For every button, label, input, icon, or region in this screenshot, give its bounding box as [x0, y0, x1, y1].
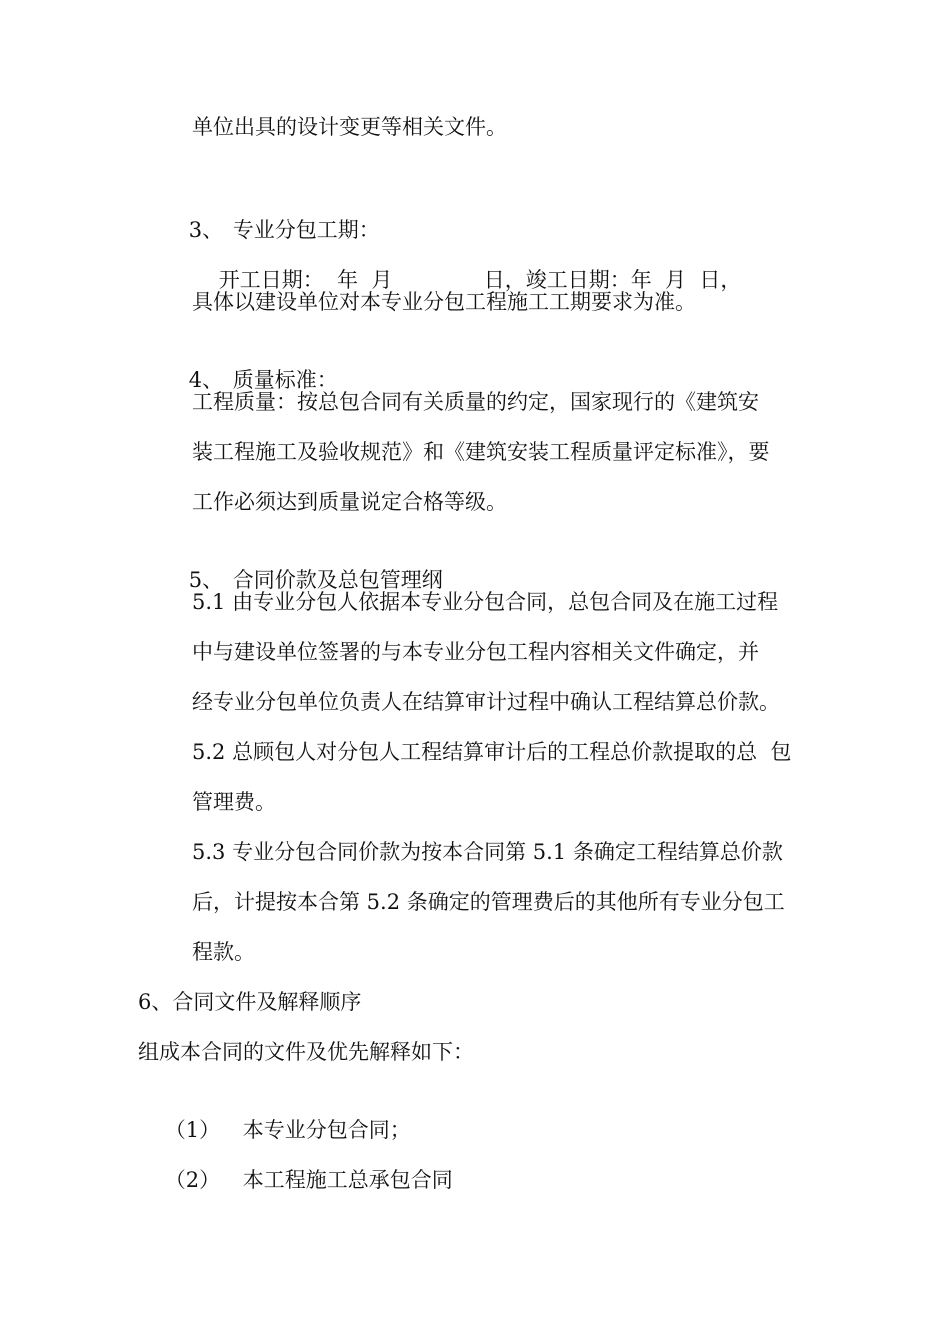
section-4-number: 4、 [188, 368, 224, 392]
clause-5-2-line-2: 管理费。 [192, 790, 276, 814]
end-date-label: 日，竣工日期：年 月 日， [483, 268, 742, 292]
section-3-number: 3、 [188, 218, 224, 242]
section-3-note: 具体以建设单位对本专业分包工程施工工期要求为准。 [192, 290, 696, 314]
section-5-title: 合同价款及总包管理纲 [232, 568, 443, 592]
section-4-line-2: 装工程施工及验收规范》和《建筑安装工程质量评定标准》，要 [192, 440, 770, 464]
section-5-heading [162, 538, 443, 592]
clause-5-1-line-1: 5.1 由专业分包人依据本专业分包合同，总包合同及在施工过程 [192, 590, 779, 614]
list-item [138, 1138, 453, 1192]
clause-5-3-line-2: 后，计提按本合第 5.2 条确定的管理费后的其他所有专业分包工 [192, 890, 785, 914]
list-item-text: 本专业分包合同； [242, 1118, 411, 1142]
section-3-dates [192, 238, 742, 292]
list-item-number: （2） [164, 1168, 221, 1192]
section-6-heading: 6、合同文件及解释顺序 [138, 990, 362, 1014]
paragraph-continuation: 单位出具的设计变更等相关文件。 [192, 115, 507, 139]
section-3-heading [162, 188, 380, 242]
section-4-heading [162, 338, 338, 392]
section-3-title: 专业分包工期： [232, 218, 380, 242]
clause-5-1-line-3: 经专业分包单位负责人在结算审计过程中确认工程结算总价款。 [192, 690, 780, 714]
section-6-intro: 组成本合同的文件及优先解释如下： [138, 1040, 474, 1064]
clause-5-3-line-3: 程款。 [192, 940, 255, 964]
clause-5-3-line-1: 5.3 专业分包合同价款为按本合同第 5.1 条确定工程结算总价款 [192, 840, 783, 864]
list-item [138, 1088, 411, 1142]
clause-5-1-line-2: 中与建设单位签署的与本专业分包工程内容相关文件确定，并 [192, 640, 759, 664]
section-4-title: 质量标准： [232, 368, 338, 392]
clause-5-2-line-1: 5.2 总顾包人对分包人工程结算审计后的工程总价款提取的总 包 [192, 740, 792, 764]
start-date-label: 开工日期： 年 月 [218, 268, 393, 292]
section-4-line-3: 工作必须达到质量说定合格等级。 [192, 490, 507, 514]
section-5-number: 5、 [188, 568, 224, 592]
list-item-number: （1） [164, 1118, 221, 1142]
section-4-line-1: 工程质量：按总包合同有关质量的约定，国家现行的《建筑安 [192, 390, 759, 414]
list-item-text: 本工程施工总承包合同 [242, 1168, 453, 1192]
